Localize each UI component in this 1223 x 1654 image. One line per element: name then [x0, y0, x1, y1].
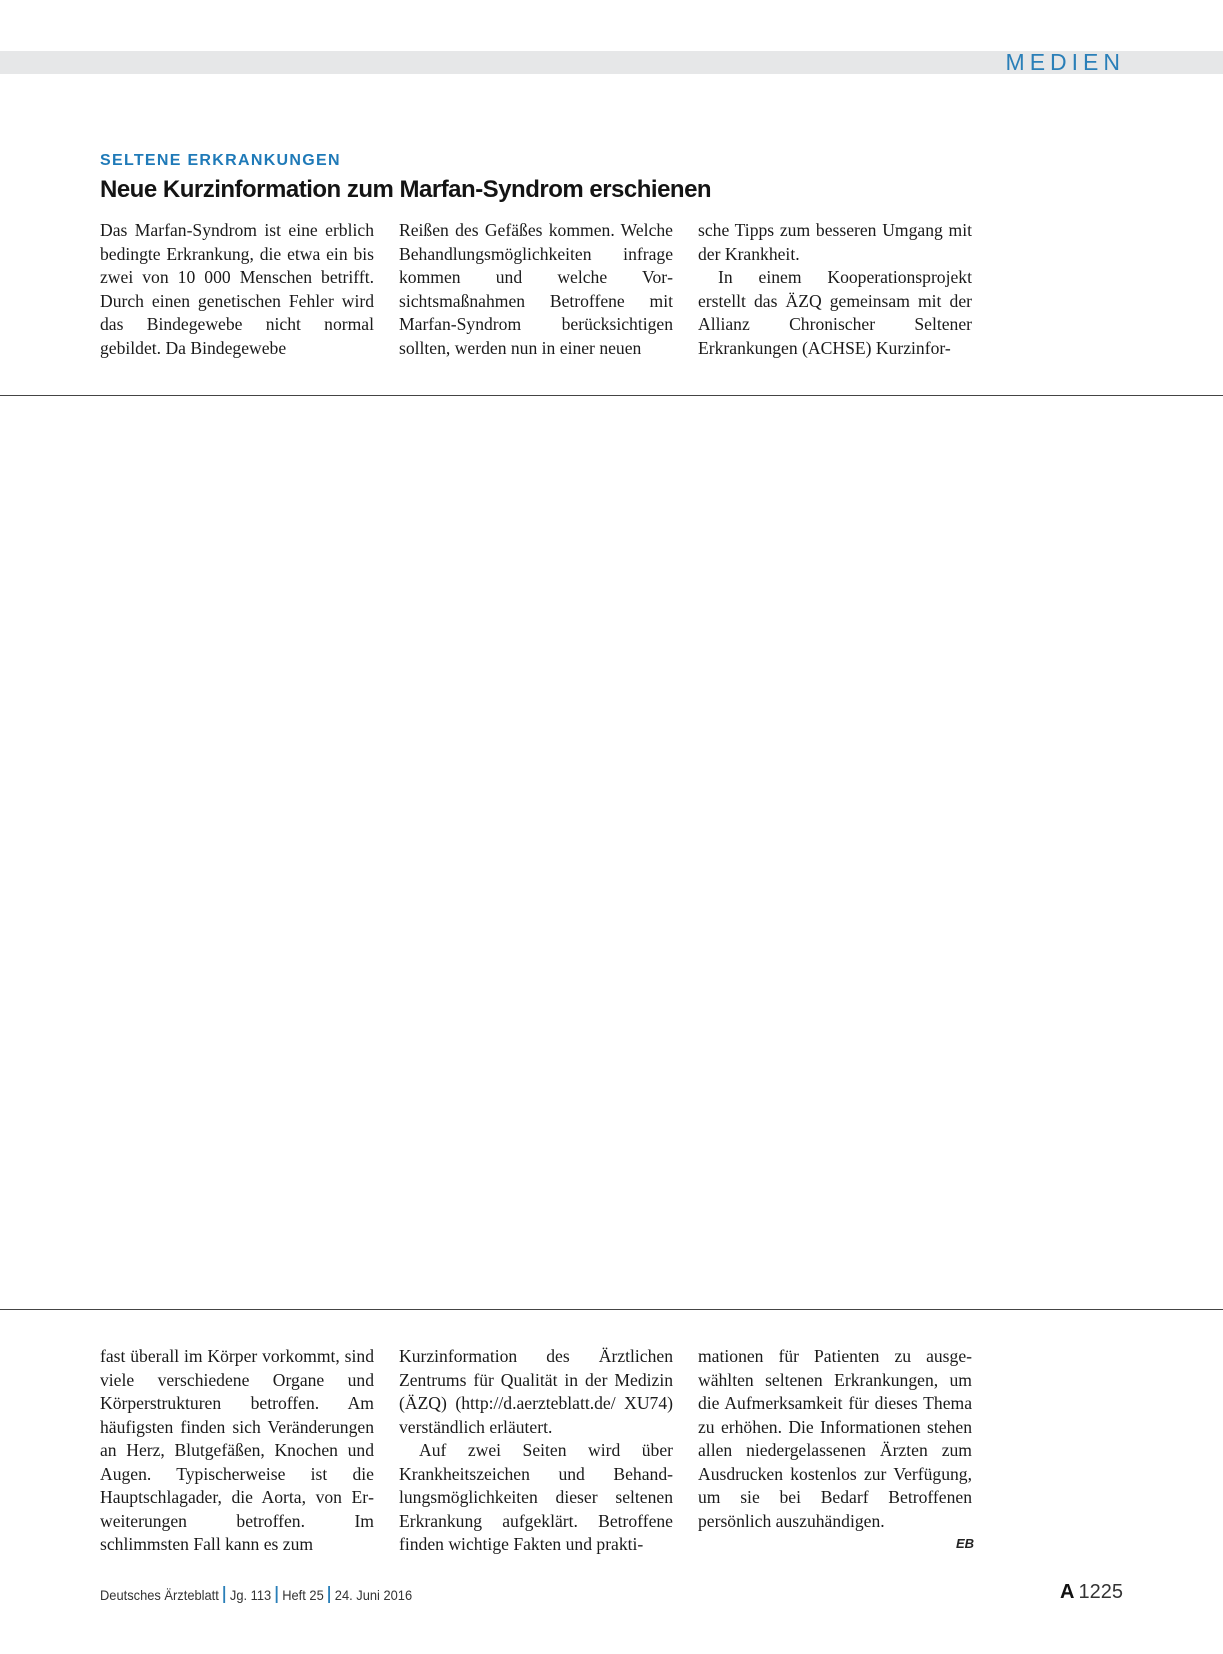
journal-name: Deutsches Ärzteblatt	[100, 1587, 219, 1603]
paragraph: mationen für Patienten zu ausgewählten seltenen Erkrankungen, um die Aufmerksamkeit für dieses Thema zu erhöhen. Die Informationen stehen allen niedergelassenen Ärzten zum Ausdrucken kostenlos zur Verfügung, um sie bei Bedarf Betroffenen persönlich auszuhändigen.	[698, 1346, 972, 1531]
volume: Jg. 113	[229, 1587, 272, 1603]
issue-date: 24. Juni 2016	[334, 1587, 413, 1603]
divider-top	[0, 395, 1223, 396]
separator	[276, 1586, 278, 1603]
paragraph: In einem Kooperationsprojekt erstellt das ÄZQ gemeinsam mit der Allianz Chronischer Seltener Erkrankungen (ACHSE) Kurzinfor-	[698, 267, 972, 358]
paragraph: Auf zwei Seiten wird über Krankheitszeichen und Behandlungsmöglichkeiten dieser seltenen Erkrankung aufgeklärt. Betroffene finden wichtige Fakten und prakti-	[399, 1440, 673, 1554]
article-kicker: SELTENE ERKRANKUNGEN	[100, 152, 341, 169]
article-column-top-3	[698, 219, 972, 360]
article-column-bottom-2	[399, 1345, 673, 1557]
blank-ad-area	[0, 398, 1223, 1307]
article-headline: Neue Kurzinformation zum Marfan-Syndrom erschienen	[100, 176, 712, 203]
footer-citation	[100, 1586, 412, 1604]
separator	[328, 1586, 330, 1603]
section-label: MEDIEN	[1005, 49, 1125, 75]
article-column-top-2	[399, 219, 673, 360]
paragraph: sche Tipps zum besseren Umgang mit der Krankheit.	[698, 220, 972, 264]
issue: Heft 25	[282, 1587, 324, 1603]
article-column-bottom-1	[100, 1345, 374, 1557]
article-column-bottom-3	[698, 1345, 972, 1533]
article-column-top-1	[100, 219, 374, 360]
separator	[223, 1586, 225, 1603]
paragraph: Das Marfan-Syndrom ist eine erblich bedingte Erkrankung, die etwa ein bis zwei von 10 000 Menschen betrifft. Durch einen genetischen Fehler wird das Bindegewebe nicht normal gebildet. Da Bindegewebe	[100, 220, 374, 358]
page-number-value: 1225	[1078, 1581, 1123, 1603]
page-prefix: A	[1060, 1581, 1075, 1603]
paragraph: fast überall im Körper vorkommt, sind viele verschiedene Organe und Körperstrukturen betroffen. Am häufigsten finden sich Veränderungen an Herz, Blutgefäßen, Knochen und Augen. Typischerweise ist die Hauptschlagader, die Aorta, von Erweiterungen betroffen. Im schlimmsten Fall kann es zum	[100, 1346, 374, 1554]
author-initials: EB	[955, 1536, 974, 1551]
paragraph: Reißen des Gefäßes kommen. Welche Behandlungsmöglichkeiten infrage kommen und welche Vorsichtsmaßnahmen Betroffene mit Marfan-Syndrom berücksichtigen sollten, werden nun in einer neuen	[399, 220, 673, 358]
paragraph: Kurzinformation des Ärztlichen Zentrums für Qualität in der Medizin (ÄZQ) (http://d.aerzteblatt.de/ XU74) verständlich erläutert.	[399, 1346, 673, 1437]
divider-bottom	[0, 1309, 1223, 1310]
page-number	[1060, 1580, 1123, 1604]
